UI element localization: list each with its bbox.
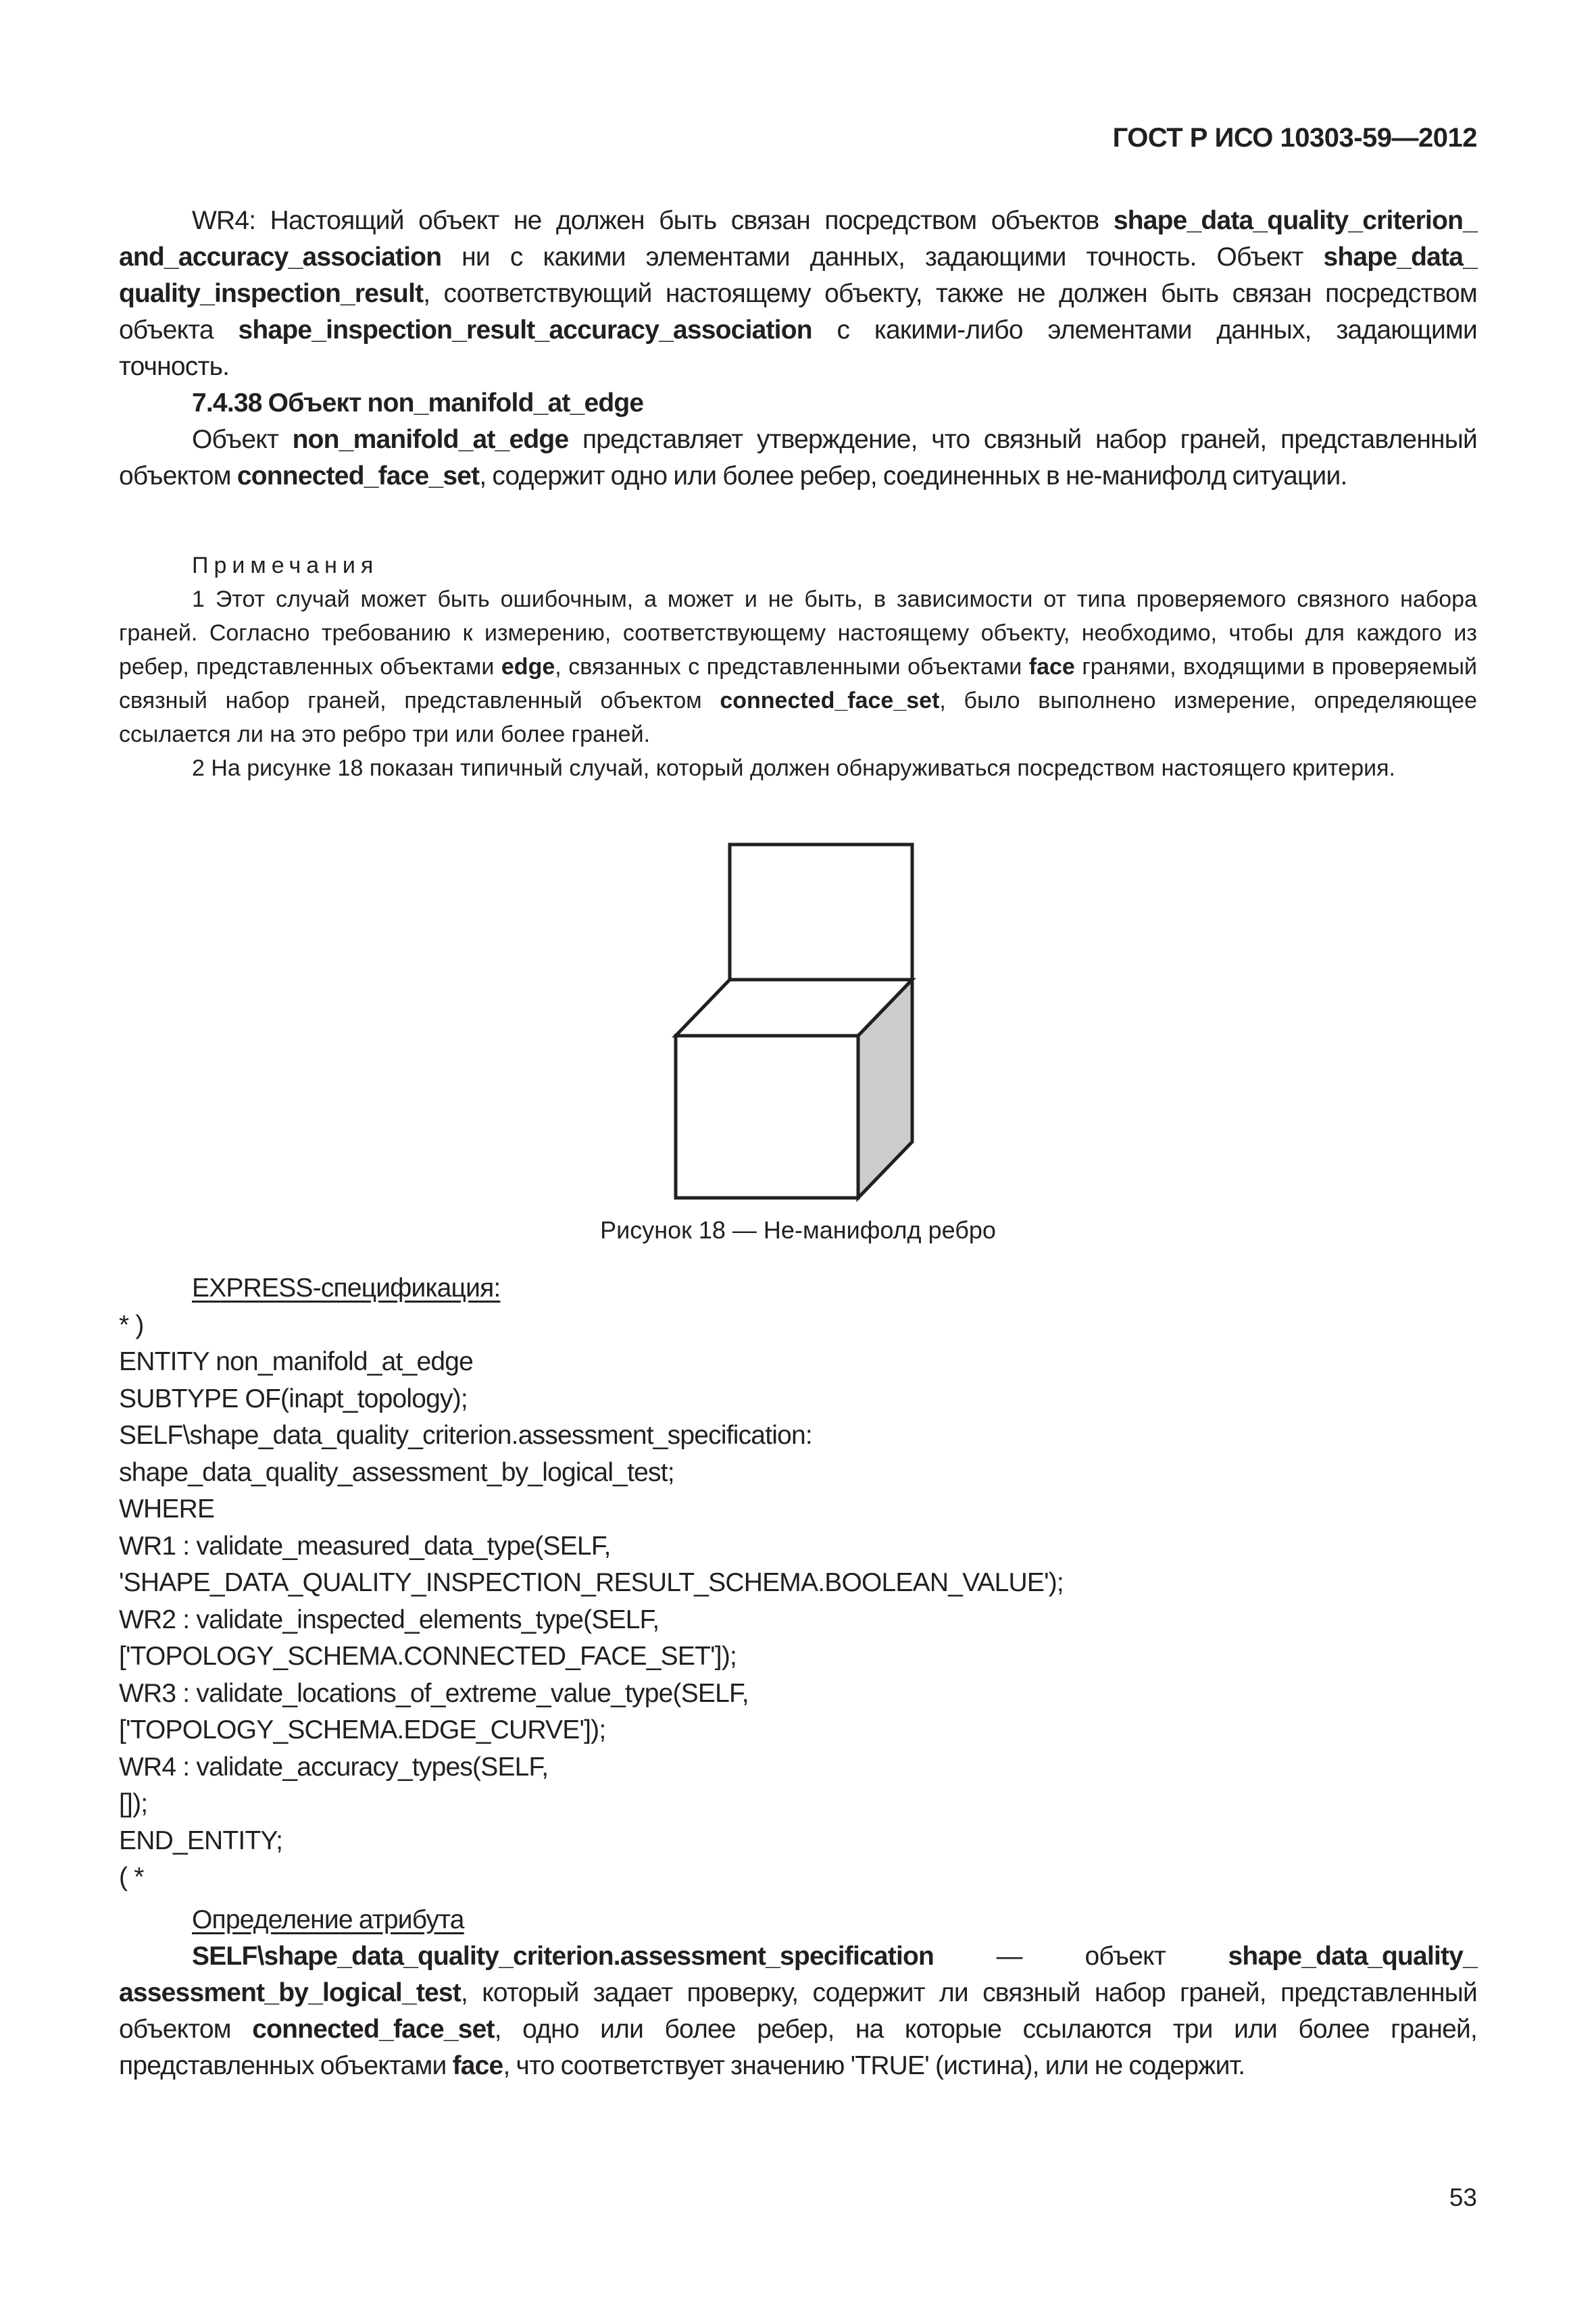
section-heading: 7.4.38 Объект non_manifold_at_edge [192,388,644,418]
code-line: END_ENTITY; [119,1826,283,1855]
attribute-definition [119,1902,1477,2084]
figure-caption: Рисунок 18 — Не-манифолд ребро [600,1216,996,1244]
cube-front-face [676,1036,858,1198]
code-line: WR4 : validate_accuracy_types(SELF, [119,1752,549,1782]
intro-paragraph: Объект non_manifold_at_edge представляет утверждение, что связный набор граней, представленный объектом connected_face_set, содержит одно или более ребер, соединенных в не-манифолд ситуации. [119,425,1478,491]
code-line: * ) [119,1310,144,1340]
notes-block [119,549,1477,785]
code-line: WR1 : validate_measured_data_type(SELF, [119,1531,611,1561]
code-line: WR3 : validate_locations_of_extreme_value_type(SELF, [119,1678,749,1708]
attr-def-text: SELF\shape_data_quality_criterion.assessment_specification — объект shape_data_quality_ assessment_by_logical_test, который задает проверку, содержит ли связный набор граней, представленный объектом connected_face_set, одно или более ребер, на которые ссылаются три или более граней, представленных объектами face, что соответствует значению 'TRUE' (истина), или не содержит. [119,1942,1477,2080]
code-line: ['TOPOLOGY_SCHEMA.EDGE_CURVE']); [119,1715,606,1744]
code-line: shape_data_quality_assessment_by_logical_test; [119,1457,674,1487]
code-line: ENTITY non_manifold_at_edge [119,1347,474,1376]
non-manifold-edge-figure [669,838,926,1203]
code-line: ( * [119,1863,144,1892]
upper-face [730,845,912,980]
code-line: SELF\shape_data_quality_criterion.assessment_specification: [119,1421,812,1450]
note-2: 2 На рисунке 18 показан типичный случай, который должен обнаруживаться посредством настоящего критерия. [192,755,1395,781]
attr-def-label: Определение атрибута [192,1905,464,1934]
code-line: WHERE [119,1494,215,1524]
code-line: WR2 : validate_inspected_elements_type(SELF, [119,1605,659,1634]
notes-title: Примечания [192,553,379,578]
code-line: SUBTYPE OF(inapt_topology); [119,1384,468,1413]
code-line: 'SHAPE_DATA_QUALITY_INSPECTION_RESULT_SCHEMA.BOOLEAN_VALUE'); [119,1568,1064,1597]
code-line: ['TOPOLOGY_SCHEMA.CONNECTED_FACE_SET']); [119,1642,737,1671]
express-label: EXPRESS-спецификация: [192,1274,501,1303]
document-header: ГОСТ Р ИСО 10303-59—2012 [1112,123,1477,153]
express-spec [119,1270,1477,1896]
wr4-paragraph [119,203,1477,495]
page-number: 53 [1449,2184,1477,2211]
code-line: []); [119,1789,148,1818]
note-1: 1 Этот случай может быть ошибочным, а может и не быть, в зависимости от типа проверяемого связного набора граней. Согласно требованию к измерению, соответствующему настоящему объекту, необходимо, чтобы для каждого из ребер, представленных объектами edge, связанных с представленными объектами face гранями, входящими в проверяемый связный набор граней, представленный объектом connected_face_set, было выполнено измерение, определяющее ссылается ли на это ребро три или более граней. [119,586,1478,747]
wr4-text: WR4: Настоящий объект не должен быть связан посредством объектов shape_data_quality_criterion_ and_accuracy_association ни с какими элементами данных, задающими точность. Объект shape_data_ quality_inspection_result, соответствующий настоящему объекту, также не должен быть связан посредством объекта shape_inspection_result_accuracy_association с какими-либо элементами данных, задающими точность. [119,206,1477,381]
